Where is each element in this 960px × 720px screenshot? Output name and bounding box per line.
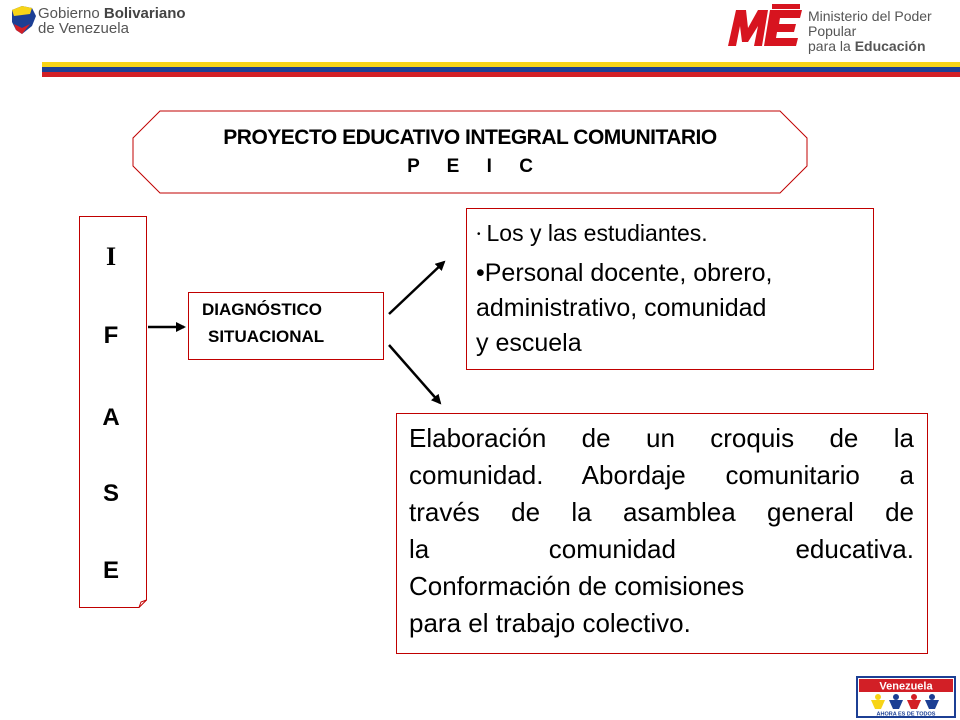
- footer-logo-tagline: AHORA ES DE TODOS: [876, 711, 936, 718]
- bullet-icon: •: [477, 229, 481, 241]
- page-subtitle-acronym: P E I C: [407, 156, 533, 177]
- fase-letter-s: S: [102, 480, 119, 507]
- footer-logo-title: Venezuela: [879, 680, 933, 693]
- activities-line: la comunidad educativa.: [409, 534, 914, 564]
- activities-line: comunidad. Abordaje comunitario a: [409, 460, 914, 490]
- gobierno-line1-a: Gobierno: [38, 5, 104, 22]
- page-title: PROYECTO EDUCATIVO INTEGRAL COMUNITARIO: [223, 126, 717, 149]
- ministerio-line2-a: para la: [808, 38, 855, 54]
- activities-line: para el trabajo colectivo.: [409, 608, 691, 638]
- activities-line: Conformación de comisiones: [409, 571, 745, 601]
- participants-line1-text: Los y las estudiantes.: [486, 220, 708, 246]
- ministerio-text: [808, 9, 960, 54]
- diagnostico-label-line1: DIAGNÓSTICO: [202, 300, 322, 319]
- diagnostico-label-line2: SITUACIONAL: [208, 327, 325, 346]
- activities-line: través de la asamblea general de: [409, 497, 914, 527]
- participants-line4: y escuela: [476, 329, 582, 357]
- participants-line2: •Personal docente, obrero,: [476, 259, 773, 287]
- arrow-to-activities: [389, 345, 440, 403]
- me-logo-icon: [722, 2, 804, 50]
- gobierno-line1-b: Bolivariano: [103, 5, 186, 22]
- activities-text: [409, 420, 914, 642]
- activities-line: Elaboración de un croquis de la: [409, 423, 914, 453]
- participants-line3: administrativo, comunidad: [476, 294, 767, 322]
- flag-red-stripe: [42, 72, 960, 77]
- flag-stripe: [42, 62, 960, 77]
- fase-letter-f: F: [103, 322, 119, 349]
- venezuela-ahora-es-de-todos-logo: [856, 676, 956, 718]
- fase-letter-a: A: [102, 404, 120, 431]
- gobierno-text: [38, 6, 186, 36]
- title-frame: [132, 110, 808, 194]
- fase-letter-e: E: [102, 557, 119, 584]
- venezuela-map-icon: [12, 6, 36, 34]
- arrow-to-participants: [389, 262, 444, 314]
- participants-list: [476, 256, 872, 361]
- ministerio-line2-b: Educación: [854, 38, 926, 54]
- gobierno-line2: de Venezuela: [38, 20, 129, 37]
- fase-letter-i: I: [105, 242, 117, 271]
- ministerio-line1: Ministerio del Poder Popular: [808, 8, 932, 39]
- participants-line1: [477, 220, 708, 247]
